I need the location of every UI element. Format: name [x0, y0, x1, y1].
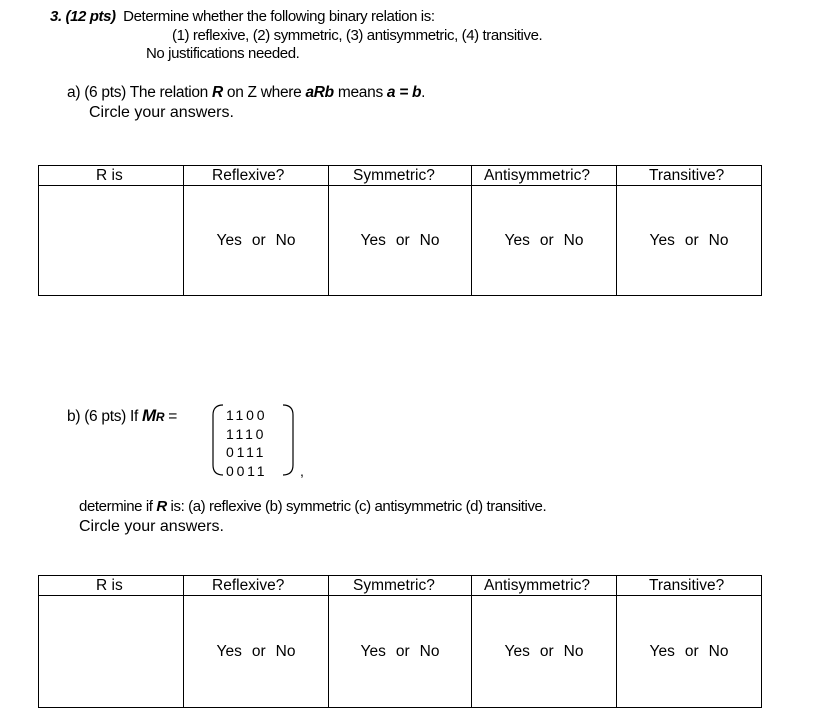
part-b-label: b) (6 pts) If: [67, 408, 143, 425]
no-option[interactable]: No: [563, 231, 584, 249]
relation-symbol: R: [212, 84, 223, 101]
part-a-prompt: [67, 84, 425, 102]
part-a-label: a) (6 pts) The relation: [67, 84, 212, 101]
table-header-row: [39, 166, 762, 186]
yes-option[interactable]: Yes: [504, 231, 530, 249]
arb-expression: aRb: [305, 84, 334, 101]
header-r-is: R is: [39, 576, 184, 596]
no-option[interactable]: No: [708, 642, 729, 660]
relation-cell: [39, 596, 184, 708]
antisymmetric-answer[interactable]: [472, 186, 617, 296]
or-text: or: [539, 642, 554, 660]
no-option[interactable]: No: [275, 642, 296, 660]
left-bracket: [213, 405, 223, 475]
symmetric-answer[interactable]: [329, 186, 472, 296]
table-header-row: [39, 576, 762, 596]
or-text: or: [395, 642, 410, 660]
or-text: or: [251, 642, 266, 660]
answer-table-b: [38, 575, 762, 708]
or-text: or: [684, 231, 699, 249]
equality-expression: a = b: [386, 84, 422, 101]
matrix-row: 0111: [226, 444, 267, 460]
table-answer-row: [39, 186, 762, 296]
transitive-answer[interactable]: [617, 596, 762, 708]
or-text: or: [251, 231, 266, 249]
transitive-answer[interactable]: [617, 186, 762, 296]
matrix-row: 1100: [226, 407, 268, 423]
matrix-symbol: M: [142, 406, 156, 425]
header-transitive: Transitive?: [617, 166, 762, 186]
answer-table-a: [38, 165, 762, 296]
symmetric-answer[interactable]: [329, 596, 472, 708]
yes-option[interactable]: Yes: [360, 231, 386, 249]
part-b-question: [79, 498, 546, 515]
equals-sign: =: [164, 408, 178, 425]
header-r-is: R is: [39, 166, 184, 186]
question-header: [50, 8, 435, 25]
matrix-row: 0011: [226, 462, 268, 479]
part-a-on: on Z where: [222, 84, 306, 101]
header-reflexive: Reflexive?: [184, 576, 329, 596]
relation-matrix: [226, 406, 267, 480]
matrix-row: 1110: [226, 425, 267, 442]
yes-option[interactable]: Yes: [216, 231, 242, 249]
or-text: or: [684, 642, 699, 660]
yes-option[interactable]: Yes: [649, 231, 675, 249]
matrix-comma: ,: [300, 463, 304, 479]
yes-option[interactable]: Yes: [504, 642, 530, 660]
part-b-prompt-post: is: (a) reflexive (b) symmetric (c) antisymmetric (d) transitive.: [166, 498, 547, 515]
no-option[interactable]: No: [419, 642, 440, 660]
reflexive-answer[interactable]: [184, 186, 329, 296]
yes-option[interactable]: Yes: [360, 642, 386, 660]
no-option[interactable]: No: [708, 231, 729, 249]
no-option[interactable]: No: [275, 231, 296, 249]
header-transitive: Transitive?: [617, 576, 762, 596]
question-note: No justifications needed.: [146, 45, 300, 62]
header-antisymmetric: Antisymmetric?: [472, 166, 617, 186]
matrix-subscript: R: [155, 410, 165, 424]
relation-cell: [39, 186, 184, 296]
part-a-instruction: Circle your answers.: [89, 104, 234, 121]
header-symmetric: Symmetric?: [329, 166, 472, 186]
part-b-prompt: [67, 406, 177, 426]
no-option[interactable]: No: [563, 642, 584, 660]
question-intro: Determine whether the following binary relation is:: [123, 8, 435, 25]
part-a-means: means: [333, 84, 387, 101]
or-text: or: [395, 231, 410, 249]
no-option[interactable]: No: [419, 231, 440, 249]
header-reflexive: Reflexive?: [184, 166, 329, 186]
table-answer-row: [39, 596, 762, 708]
header-symmetric: Symmetric?: [329, 576, 472, 596]
antisymmetric-answer[interactable]: [472, 596, 617, 708]
yes-option[interactable]: Yes: [649, 642, 675, 660]
reflexive-answer[interactable]: [184, 596, 329, 708]
yes-option[interactable]: Yes: [216, 642, 242, 660]
part-a-period: .: [421, 84, 426, 101]
question-properties: (1) reflexive, (2) symmetric, (3) antisymmetric, (4) transitive.: [172, 27, 543, 44]
header-antisymmetric: Antisymmetric?: [472, 576, 617, 596]
or-text: or: [539, 231, 554, 249]
question-number: 3. (12 pts): [50, 8, 116, 25]
part-b-instruction: Circle your answers.: [79, 518, 224, 535]
part-b-prompt-pre: determine if: [79, 498, 157, 515]
relation-symbol: R: [156, 498, 167, 515]
right-bracket: [283, 405, 293, 475]
